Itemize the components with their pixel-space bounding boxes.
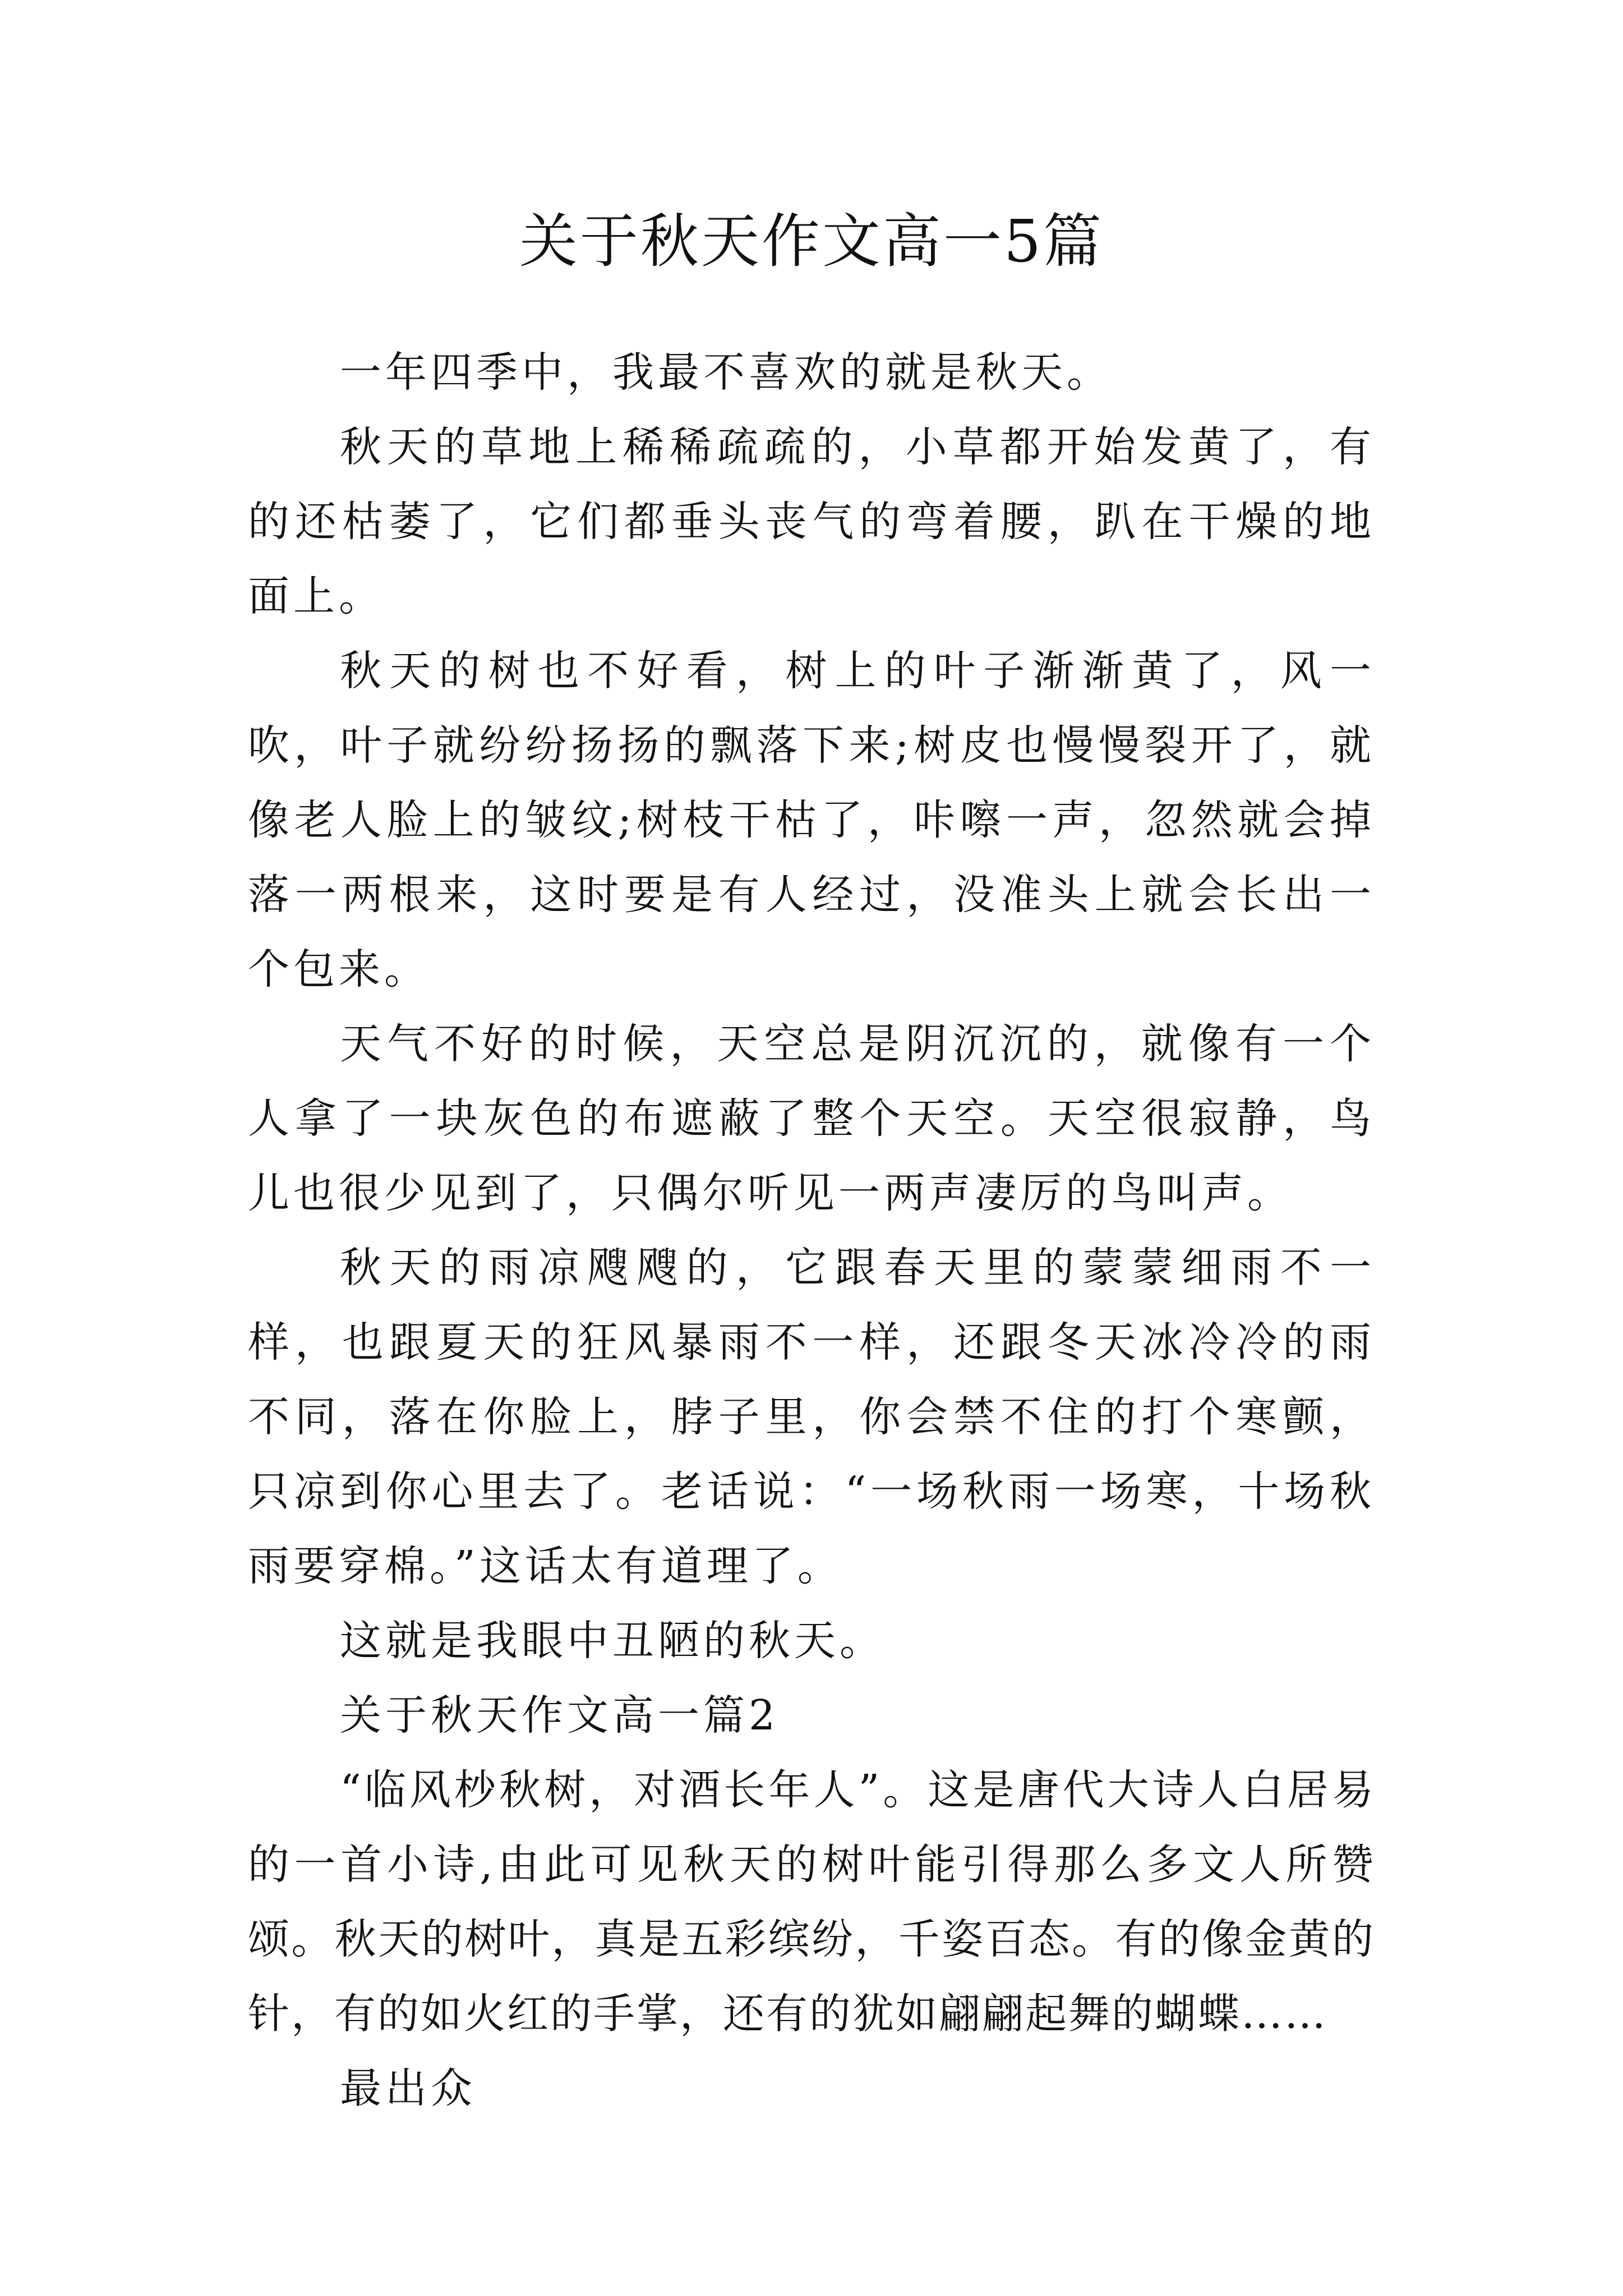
- paragraph: 这就是我眼中丑陋的秋天。: [340, 1617, 885, 1665]
- section-heading: 关于秋天作文高一篇2: [340, 1691, 780, 1740]
- paragraph: “临风杪秋树，对酒长年人”。这是唐代大诗人白居易的一首小诗,由此可见秋天的树叶能引得那么多文人所赞颂。秋天的树叶，真是五彩缤纷，千姿百态。有的像金黄的针，有的如火红的手掌，还有的犹如翩翩起舞的蝴蝶……: [248, 1766, 1375, 2038]
- paragraph: 一年四季中，我最不喜欢的就是秋天。: [340, 348, 1112, 397]
- document-title: 关于秋天作文高一5篇: [519, 207, 1104, 275]
- paragraph: 最出众: [340, 2064, 476, 2113]
- paragraph: 秋天的雨凉飕飕的，它跟春天里的蒙蒙细雨不一样，也跟夏天的狂风暴雨不一样，还跟冬天冰冷冷的雨不同，落在你脸上，脖子里，你会禁不住的打个寒颤，只凉到你心里去了。老话说：“一场秋雨一场寒，十场秋雨要穿棉。”这话太有道理了。: [248, 1244, 1375, 1590]
- document-body: [248, 335, 1375, 2126]
- paragraph: 秋天的草地上稀稀疏疏的，小草都开始发黄了，有的还枯萎了，它们都垂头丧气的弯着腰，趴在干燥的地面上。: [248, 423, 1375, 620]
- paragraph: 天气不好的时候，天空总是阴沉沉的，就像有一个人拿了一块灰色的布遮蔽了整个天空。天空很寂静，鸟儿也很少见到了，只偶尔听见一两声凄厉的鸟叫声。: [248, 1020, 1375, 1217]
- paragraph: 秋天的树也不好看，树上的叶子渐渐黄了，风一吹，叶子就纷纷扬扬的飘落下来;树皮也慢慢裂开了，就像老人脸上的皱纹;树枝干枯了，咔嚓一声，忽然就会掉落一两根来，这时要是有人经过，没准头上就会长出一个包来。: [248, 647, 1375, 993]
